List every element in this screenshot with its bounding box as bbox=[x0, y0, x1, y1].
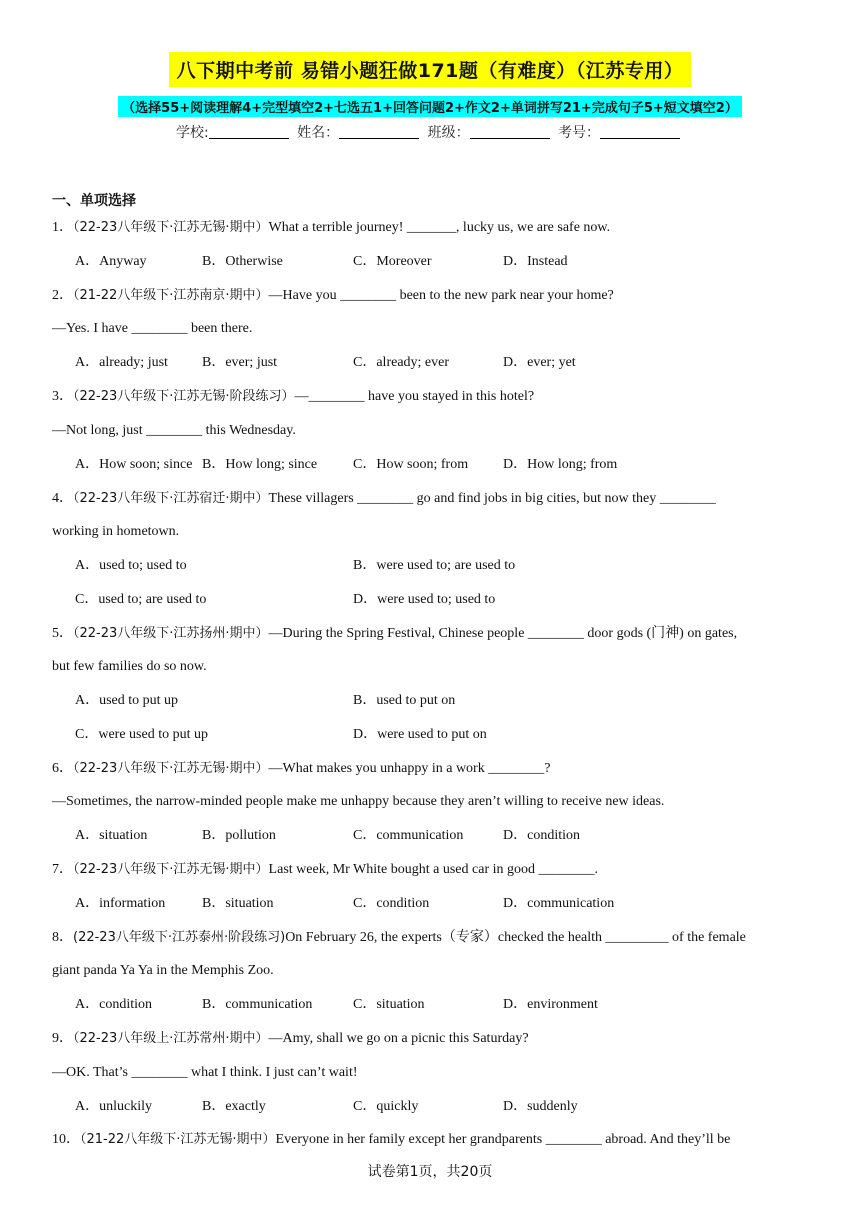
question-number: 2． bbox=[52, 288, 73, 303]
question-text: —Have you ________ been to the new park near your home? bbox=[268, 288, 614, 303]
option-c: C．Moreover bbox=[353, 254, 432, 269]
option-c: C．How soon; from bbox=[353, 457, 469, 472]
option-d: D．communication bbox=[503, 896, 615, 911]
title-wrap bbox=[0, 52, 860, 87]
name-label: 姓名： bbox=[297, 125, 340, 141]
option-a: A．Anyway bbox=[75, 254, 147, 269]
question-source: （22-23八年级下·江苏无锡·期中） bbox=[73, 761, 269, 776]
question-source: （22-23八年级下·江苏扬州·期中） bbox=[73, 626, 269, 641]
option-a: A．already; just bbox=[75, 355, 168, 370]
question-3 bbox=[52, 387, 812, 407]
subtitle-wrap bbox=[0, 96, 860, 117]
option-a: A．unluckily bbox=[75, 1099, 152, 1114]
question-source: （22-23八年级下·江苏无锡·阶段练习） bbox=[73, 389, 295, 404]
question-9 bbox=[52, 1029, 812, 1049]
question-text-line2: —Sometimes, the narrow-minded people make me unhappy because they aren’t willing to receive new ideas. bbox=[52, 794, 665, 809]
question-text: What a terrible journey! _______, lucky us, we are safe now. bbox=[268, 220, 611, 235]
question-number: 9． bbox=[52, 1031, 73, 1046]
option-d: D．environment bbox=[503, 997, 598, 1012]
option-b: B．used to put on bbox=[353, 693, 456, 708]
option-b: B．communication bbox=[202, 997, 313, 1012]
question-text-line2: —Yes. I have ________ been there. bbox=[52, 321, 253, 336]
class-blank[interactable] bbox=[470, 124, 550, 139]
option-b: B．were used to; are used to bbox=[353, 558, 516, 573]
question-1 bbox=[52, 218, 812, 238]
question-text: —What makes you unhappy in a work ________? bbox=[268, 761, 551, 776]
question-7 bbox=[52, 860, 812, 880]
option-d: D．condition bbox=[503, 828, 580, 843]
name-blank[interactable] bbox=[339, 124, 419, 139]
question-text-line2: but few families do so now. bbox=[52, 659, 207, 674]
option-b: B．Otherwise bbox=[202, 254, 283, 269]
question-text: Everyone in her family except her grandparents ________ abroad. And they’ll be bbox=[275, 1132, 731, 1147]
option-c: C．used to; are used to bbox=[75, 592, 207, 607]
option-a: A．used to put up bbox=[75, 693, 179, 708]
option-b: B．situation bbox=[202, 896, 274, 911]
question-source: （21-22八年级下·江苏无锡·期中） bbox=[80, 1132, 276, 1147]
question-8 bbox=[52, 928, 812, 948]
option-a: A．used to; used to bbox=[75, 558, 187, 573]
page-footer: 试卷第1页，共20页 bbox=[367, 1164, 493, 1180]
question-2 bbox=[52, 286, 812, 306]
option-c: C．quickly bbox=[353, 1099, 419, 1114]
option-c: C．communication bbox=[353, 828, 464, 843]
option-a: A．How soon; since bbox=[75, 457, 193, 472]
question-text-line2: working in hometown. bbox=[52, 524, 180, 539]
exam-no-blank[interactable] bbox=[600, 124, 680, 139]
option-a: A．information bbox=[75, 896, 166, 911]
question-number: 8． bbox=[52, 930, 73, 945]
question-source: （22-23八年级下·江苏宿迁·期中） bbox=[73, 491, 269, 506]
student-info-line bbox=[0, 122, 860, 142]
question-source: （21-22八年级下·江苏南京·期中） bbox=[73, 288, 269, 303]
option-d: D．ever; yet bbox=[503, 355, 576, 370]
option-c: C．already; ever bbox=[353, 355, 450, 370]
option-c: C．were used to put up bbox=[75, 727, 208, 742]
question-text: —Amy, shall we go on a picnic this Saturday? bbox=[268, 1031, 529, 1046]
option-d: D．were used to; used to bbox=[353, 592, 496, 607]
question-source: （22-23八年级下·江苏无锡·期中） bbox=[73, 862, 269, 877]
exam-no-label: 考号： bbox=[558, 125, 601, 141]
question-number: 7． bbox=[52, 862, 73, 877]
question-text: On February 26, the experts（专家）checked the health _________ of the female bbox=[285, 930, 746, 945]
option-d: D．How long; from bbox=[503, 457, 618, 472]
question-5 bbox=[52, 624, 812, 644]
question-text-line2: —Not long, just ________ this Wednesday. bbox=[52, 423, 296, 438]
option-d: D．were used to put on bbox=[353, 727, 487, 742]
question-6 bbox=[52, 759, 812, 779]
question-text: Last week, Mr White bought a used car in good ________. bbox=[268, 862, 598, 877]
option-d: D．suddenly bbox=[503, 1099, 578, 1114]
question-number: 5． bbox=[52, 626, 73, 641]
section-title: 一、单项选择 bbox=[52, 193, 136, 209]
school-label: 学校: bbox=[175, 125, 209, 141]
option-b: B．How long; since bbox=[202, 457, 318, 472]
question-source: （22-23八年级上·江苏常州·期中） bbox=[73, 1031, 269, 1046]
option-b: B．ever; just bbox=[202, 355, 278, 370]
question-number: 4． bbox=[52, 491, 73, 506]
school-blank[interactable] bbox=[209, 124, 289, 139]
page-subtitle: （选择55+阅读理解4+完型填空2+七选五1+回答问题2+作文2+单词拼写21+完成句子5+短文填空2） bbox=[118, 96, 742, 117]
question-text: —________ have you stayed in this hotel? bbox=[294, 389, 535, 404]
option-a: A．condition bbox=[75, 997, 152, 1012]
question-text-line2: —OK. That’s ________ what I think. I just can’t wait! bbox=[52, 1065, 358, 1080]
option-c: C．condition bbox=[353, 896, 430, 911]
question-text: —During the Spring Festival, Chinese people ________ door gods (门神) on gates, bbox=[268, 626, 738, 641]
question-number: 6． bbox=[52, 761, 73, 776]
option-a: A．situation bbox=[75, 828, 148, 843]
question-text-line2: giant panda Ya Ya in the Memphis Zoo. bbox=[52, 963, 274, 978]
question-4 bbox=[52, 489, 812, 509]
option-b: B．exactly bbox=[202, 1099, 266, 1114]
option-d: D．Instead bbox=[503, 254, 568, 269]
option-b: B．pollution bbox=[202, 828, 276, 843]
class-label: 班级： bbox=[427, 125, 470, 141]
question-10 bbox=[52, 1130, 812, 1150]
question-number: 10． bbox=[52, 1132, 80, 1147]
question-source: （22-23八年级下·江苏无锡·期中） bbox=[73, 220, 269, 235]
question-number: 3． bbox=[52, 389, 73, 404]
question-text: These villagers ________ go and find jobs in big cities, but now they ________ bbox=[268, 491, 716, 506]
option-c: C．situation bbox=[353, 997, 425, 1012]
question-source: (22-23八年级下·江苏泰州·阶段练习) bbox=[73, 930, 286, 945]
page-title: 八下期中考前 易错小题狂做171题（有难度）（江苏专用） bbox=[169, 52, 692, 87]
question-number: 1． bbox=[52, 220, 73, 235]
